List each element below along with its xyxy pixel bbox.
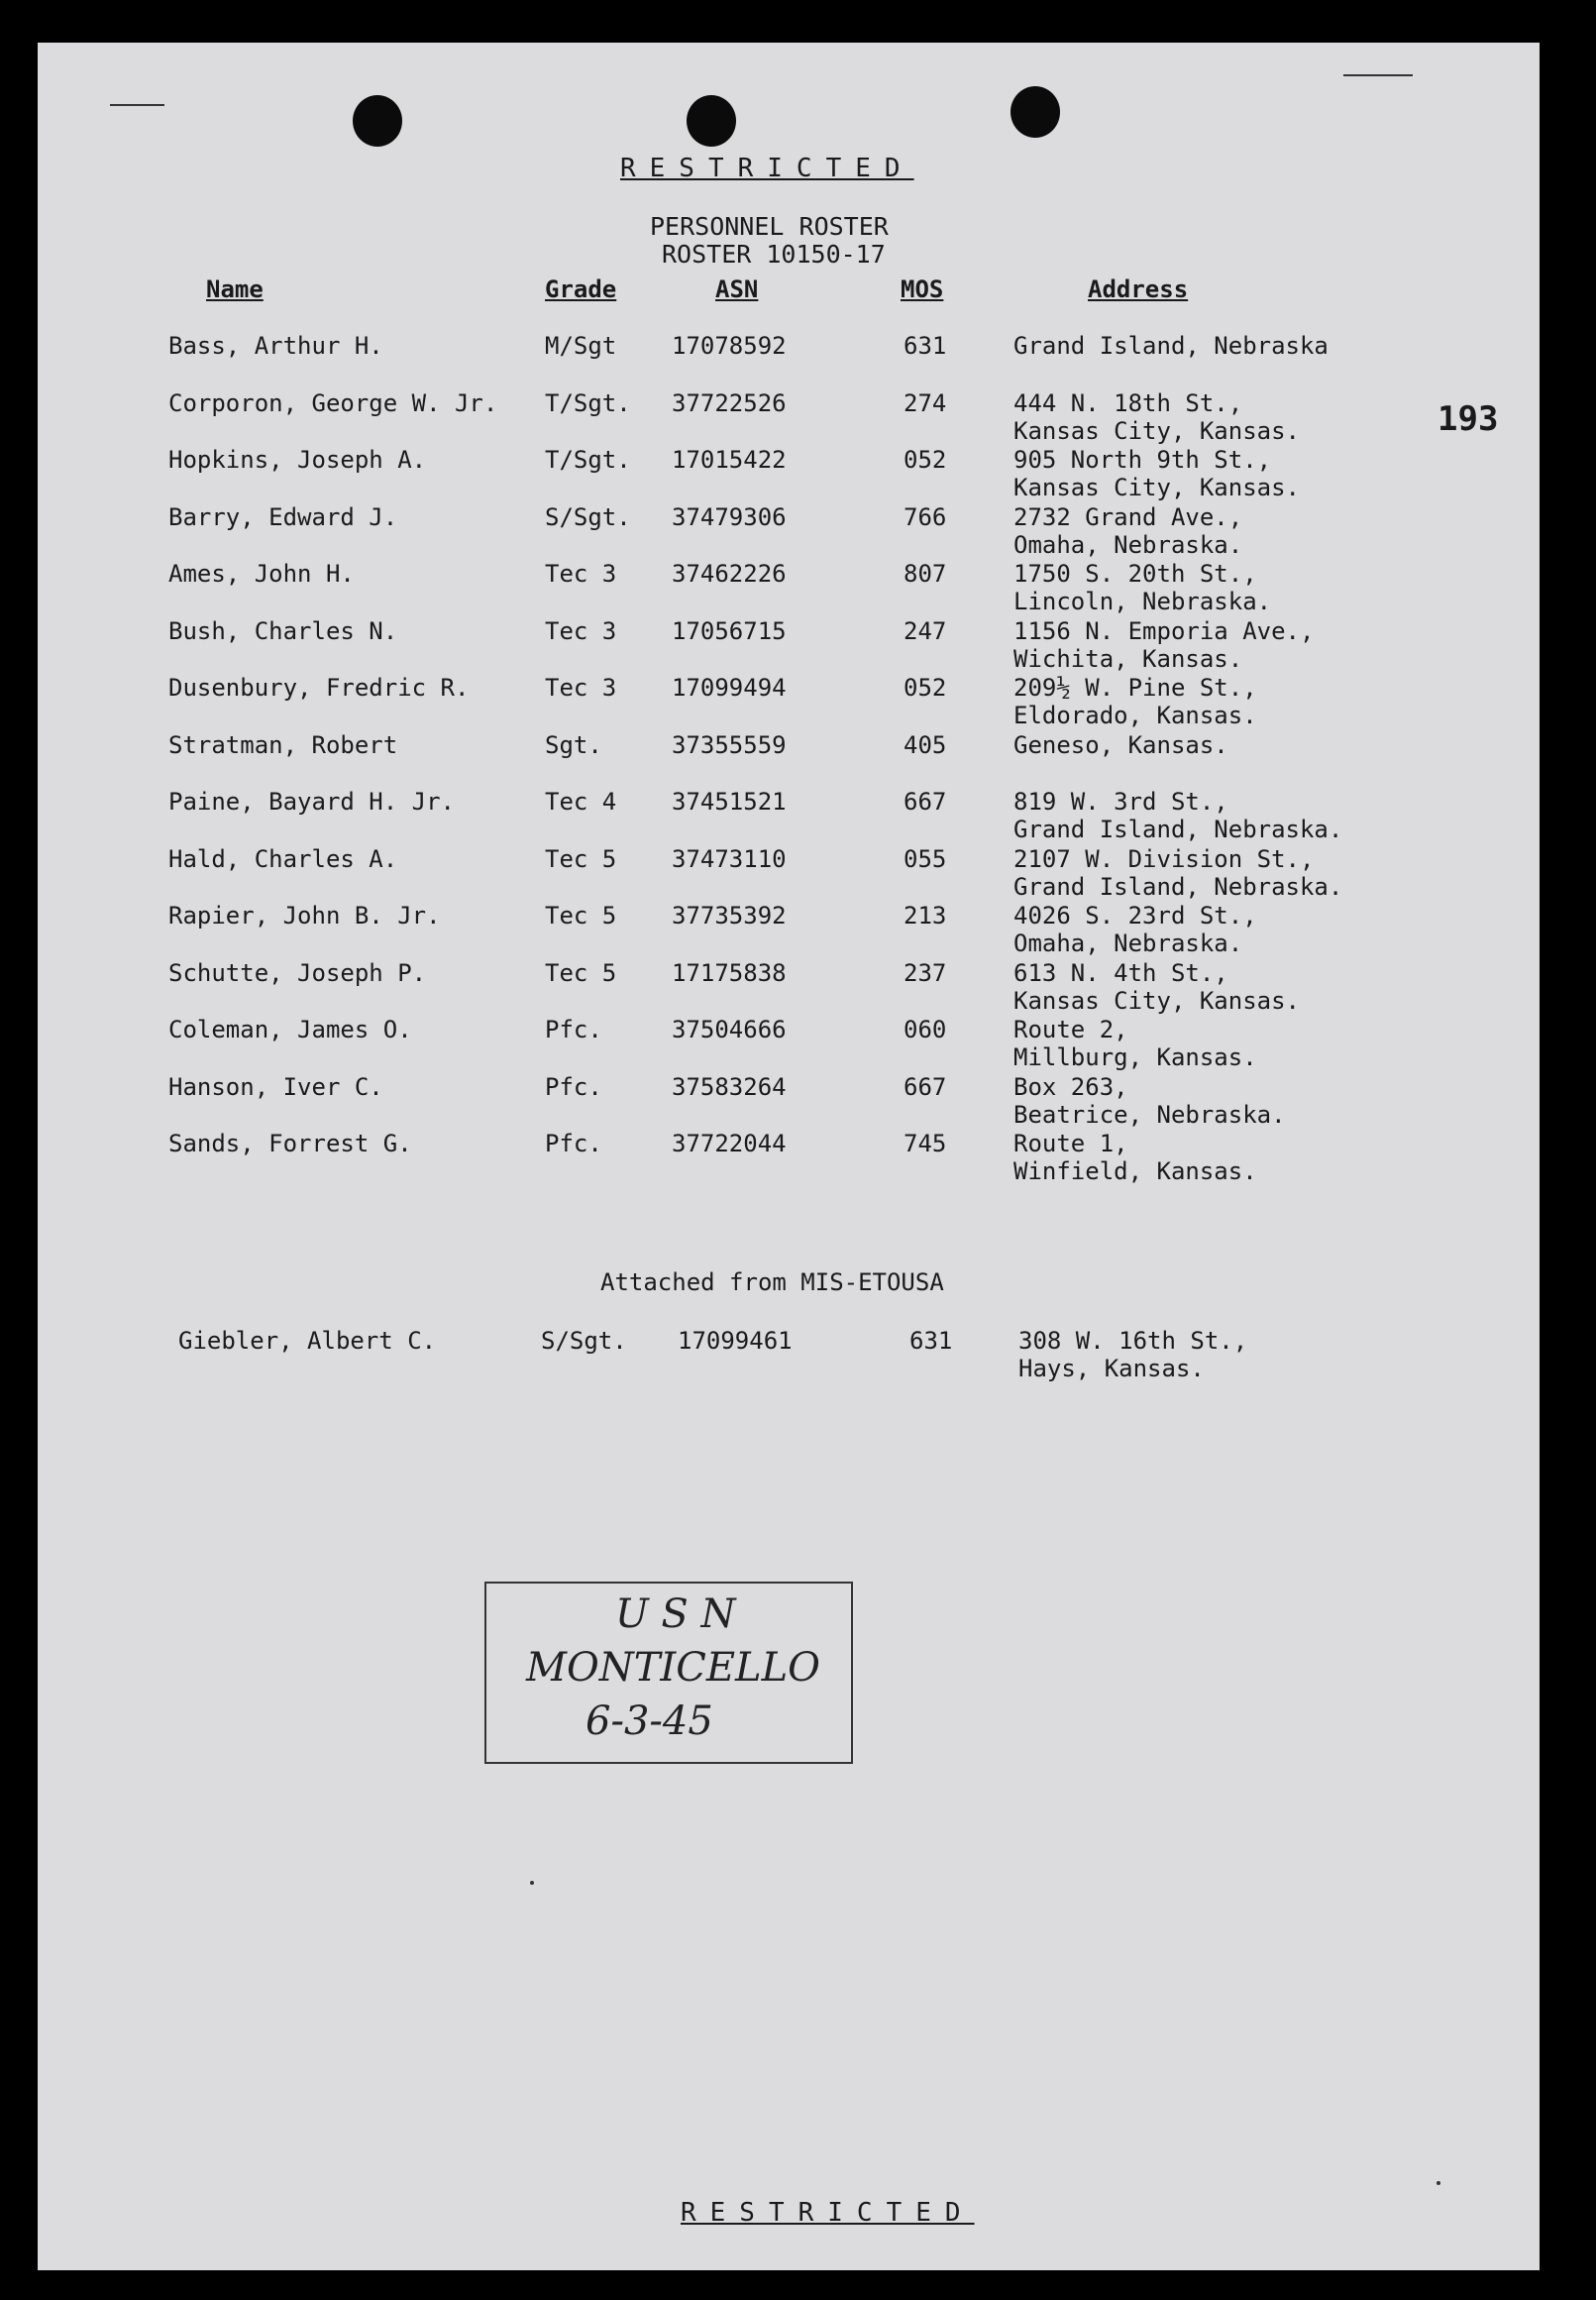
row-name: Hopkins, Joseph A. <box>168 446 427 474</box>
row-name: Rapier, John B. Jr. <box>168 902 441 930</box>
row-name: Coleman, James O. <box>168 1016 412 1043</box>
row-address-line2: Grand Island, Nebraska. <box>1013 873 1343 901</box>
row-asn: 37451521 <box>672 788 787 816</box>
row-address-line2: Winfield, Kansas. <box>1013 1157 1257 1185</box>
row-mos: 055 <box>904 845 947 873</box>
punch-hole-middle <box>687 95 736 147</box>
row-address-line1: 4026 S. 23rd St., <box>1013 902 1257 930</box>
row-grade: Tec 3 <box>545 560 617 588</box>
row-asn: 37722044 <box>672 1130 787 1157</box>
row-address-line1: 2732 Grand Ave., <box>1013 503 1243 531</box>
attached-name: Giebler, Albert C. <box>178 1327 437 1355</box>
row-mos: 213 <box>904 902 947 930</box>
row-address-line2: Millburg, Kansas. <box>1013 1043 1257 1071</box>
row-asn: 17099494 <box>672 674 787 702</box>
row-mos: 060 <box>904 1016 947 1043</box>
row-grade: Tec 5 <box>545 902 617 930</box>
row-address-line1: Route 2, <box>1013 1016 1128 1043</box>
row-address-line2: Eldorado, Kansas. <box>1013 702 1257 729</box>
row-asn: 37355559 <box>672 731 787 759</box>
row-asn: 37462226 <box>672 560 787 588</box>
row-address-line1: 2107 W. Division St., <box>1013 845 1315 873</box>
row-address-line2: Wichita, Kansas. <box>1013 645 1243 673</box>
row-name: Ames, John H. <box>168 560 355 588</box>
attached-grade: S/Sgt. <box>541 1327 627 1355</box>
row-grade: T/Sgt. <box>545 389 631 417</box>
row-mos: 247 <box>904 617 947 645</box>
row-asn: 17015422 <box>672 446 787 474</box>
row-mos: 745 <box>904 1130 947 1157</box>
roster-number: ROSTER 10150-17 <box>662 240 886 269</box>
row-grade: M/Sgt <box>545 332 617 360</box>
column-header-asn: ASN <box>715 275 759 303</box>
row-grade: Tec 3 <box>545 617 617 645</box>
speck <box>1436 2181 1440 2185</box>
row-mos: 807 <box>904 560 947 588</box>
row-address-line1: Route 1, <box>1013 1130 1128 1157</box>
handwritten-stamp-box <box>484 1582 853 1764</box>
row-address-line2: Omaha, Nebraska. <box>1013 531 1243 559</box>
row-mos: 631 <box>904 332 947 360</box>
stamp-line-date: 6-3-45 <box>585 1698 713 1744</box>
attached-mos: 631 <box>909 1327 953 1355</box>
row-address-line1: 613 N. 4th St., <box>1013 959 1228 987</box>
row-grade: S/Sgt. <box>545 503 631 531</box>
row-mos: 052 <box>904 446 947 474</box>
column-header-name: Name <box>206 275 264 303</box>
page-number: 193 <box>1437 399 1499 439</box>
row-address-line1: 1156 N. Emporia Ave., <box>1013 617 1315 645</box>
row-address-line2: Kansas City, Kansas. <box>1013 474 1300 501</box>
attached-address-line1: 308 W. 16th St., <box>1018 1327 1248 1355</box>
row-grade: Tec 3 <box>545 674 617 702</box>
attached-heading: Attached from MIS-ETOUSA <box>600 1268 944 1296</box>
row-mos: 405 <box>904 731 947 759</box>
classification-footer: RESTRICTED <box>681 2198 975 2228</box>
row-name: Paine, Bayard H. Jr. <box>168 788 455 816</box>
row-name: Barry, Edward J. <box>168 503 398 531</box>
row-address-line2: Grand Island, Nebraska. <box>1013 816 1343 843</box>
row-name: Stratman, Robert <box>168 731 398 759</box>
row-name: Hanson, Iver C. <box>168 1073 383 1101</box>
row-address-line2: Kansas City, Kansas. <box>1013 417 1300 445</box>
row-grade: Pfc. <box>545 1016 602 1043</box>
row-asn: 17175838 <box>672 959 787 987</box>
scratch-mark <box>1343 74 1413 76</box>
row-mos: 274 <box>904 389 947 417</box>
row-asn: 37735392 <box>672 902 787 930</box>
row-address-line1: Geneso, Kansas. <box>1013 731 1228 759</box>
row-asn: 37479306 <box>672 503 787 531</box>
attached-asn: 17099461 <box>678 1327 793 1355</box>
row-grade: Pfc. <box>545 1073 602 1101</box>
attached-address-line2: Hays, Kansas. <box>1018 1355 1205 1382</box>
row-asn: 37583264 <box>672 1073 787 1101</box>
row-mos: 766 <box>904 503 947 531</box>
row-mos: 052 <box>904 674 947 702</box>
row-grade: Tec 4 <box>545 788 617 816</box>
row-name: Schutte, Joseph P. <box>168 959 427 987</box>
row-grade: Sgt. <box>545 731 602 759</box>
row-asn: 37722526 <box>672 389 787 417</box>
roster-title: PERSONNEL ROSTER <box>650 212 889 241</box>
row-name: Dusenbury, Fredric R. <box>168 674 470 702</box>
row-asn: 37504666 <box>672 1016 787 1043</box>
row-address-line2: Lincoln, Nebraska. <box>1013 588 1272 615</box>
row-address-line1: 905 North 9th St., <box>1013 446 1272 474</box>
row-grade: Tec 5 <box>545 959 617 987</box>
row-name: Bass, Arthur H. <box>168 332 383 360</box>
row-name: Bush, Charles N. <box>168 617 398 645</box>
column-header-mos: MOS <box>901 275 944 303</box>
row-name: Corporon, George W. Jr. <box>168 389 498 417</box>
row-address-line1: Grand Island, Nebraska <box>1013 332 1329 360</box>
stamp-line-ship: MONTICELLO <box>526 1645 820 1691</box>
row-mos: 667 <box>904 788 947 816</box>
scratch-mark <box>110 104 164 106</box>
row-grade: Tec 5 <box>545 845 617 873</box>
roster-page <box>38 43 1540 2270</box>
speck <box>530 1881 534 1885</box>
row-address-line2: Kansas City, Kansas. <box>1013 987 1300 1015</box>
row-name: Sands, Forrest G. <box>168 1130 412 1157</box>
row-address-line1: Box 263, <box>1013 1073 1128 1101</box>
row-grade: T/Sgt. <box>545 446 631 474</box>
punch-hole-left <box>353 95 402 147</box>
row-address-line1: 444 N. 18th St., <box>1013 389 1243 417</box>
row-address-line1: 209½ W. Pine St., <box>1013 674 1257 702</box>
row-asn: 37473110 <box>672 845 787 873</box>
row-mos: 667 <box>904 1073 947 1101</box>
row-address-line2: Omaha, Nebraska. <box>1013 930 1243 957</box>
column-header-grade: Grade <box>545 275 617 303</box>
row-mos: 237 <box>904 959 947 987</box>
row-address-line1: 819 W. 3rd St., <box>1013 788 1228 816</box>
row-asn: 17056715 <box>672 617 787 645</box>
stamp-line-usn: U S N <box>615 1591 736 1637</box>
row-grade: Pfc. <box>545 1130 602 1157</box>
classification-header: RESTRICTED <box>620 154 914 183</box>
row-address-line2: Beatrice, Nebraska. <box>1013 1101 1286 1129</box>
punch-hole-right <box>1011 86 1060 138</box>
row-address-line1: 1750 S. 20th St., <box>1013 560 1257 588</box>
row-name: Hald, Charles A. <box>168 845 398 873</box>
row-asn: 17078592 <box>672 332 787 360</box>
column-header-address: Address <box>1088 275 1189 303</box>
